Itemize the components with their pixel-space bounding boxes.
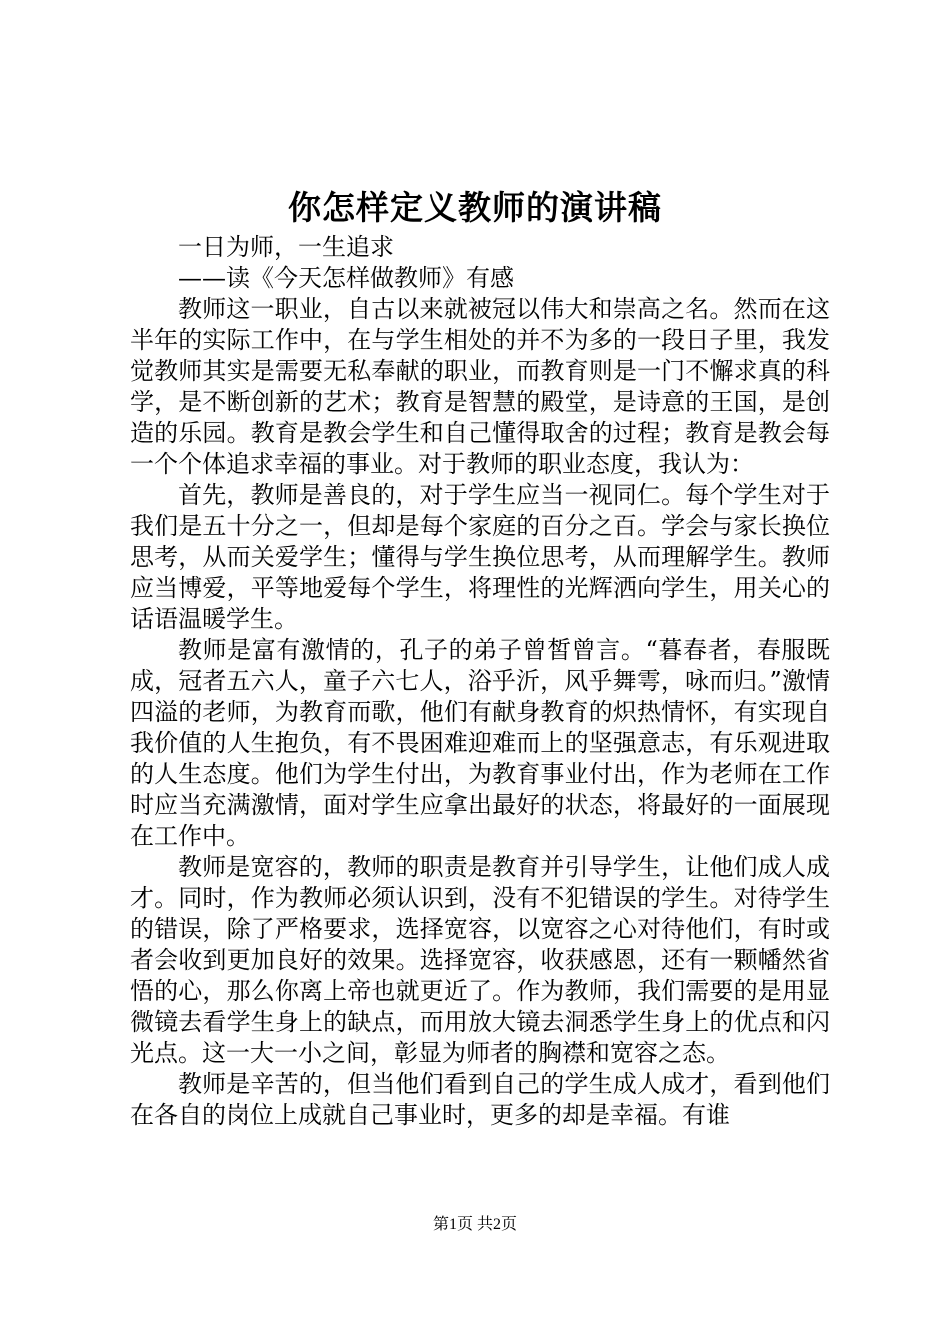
body-paragraph: 教师是辛苦的，但当他们看到自己的学生成人成才，看到他们在各自的岗位上成就自己事业时，更多的却是幸福。有谁 bbox=[130, 1070, 830, 1129]
document-body bbox=[130, 232, 830, 1131]
subtitle-line: 一日为师，一生追求 bbox=[178, 233, 394, 261]
body-paragraph: 教师这一职业，自古以来就被冠以伟大和崇高之名。然而在这半年的实际工作中，在与学生相处的并不为多的一段日子里，我发觉教师其实是需要无私奉献的职业，而教育则是一门不懈求真的科学，是不断创新的艺术；教育是智慧的殿堂，是诗意的王国，是创造的乐园。教育是教会学生和自己懂得取舍的过程；教育是教会每一个个体追求幸福的事业。对于教师的职业态度，我认为： bbox=[130, 295, 830, 478]
body-paragraph: 教师是富有激情的，孔子的弟子曾皙曾言。“暮春者，春服既成，冠者五六人，童子六七人，浴乎沂，风乎舞雩，咏而归。”激情四溢的老师，为教育而歌，他们有献身教育的炽热情怀，有实现自我价值的人生抱负，有不畏困难迎难而上的坚强意志，有乐观进取的人生态度。他们为学生付出，为教育事业付出，作为老师在工作时应当充满激情，面对学生应拿出最好的状态，将最好的一面展现在工作中。 bbox=[130, 636, 830, 850]
body-paragraph: 教师是宽容的，教师的职责是教育并引导学生，让他们成人成才。同时，作为教师必须认识到，没有不犯错误的学生。对待学生的错误，除了严格要求，选择宽容，以宽容之心对待他们，有时或者会收到更加良好的效果。选择宽容，收获感恩，还有一颗幡然省悟的心，那么你离上帝也就更近了。作为教师，我们需要的是用显微镜去看学生身上的缺点，而用放大镜去洞悉学生身上的优点和闪光点。这一大一小之间，彰显为师者的胸襟和宽容之态。 bbox=[130, 853, 830, 1067]
subtitle-source-line: ——读《今天怎样做教师》有感 bbox=[178, 264, 514, 292]
document-title: 你怎样定义教师的演讲稿 bbox=[288, 188, 662, 227]
page-footer: 第1页 共2页 bbox=[432, 1216, 517, 1233]
body-paragraph: 首先，教师是善良的，对于学生应当一视同仁。每个学生对于我们是五十分之一，但却是每个家庭的百分之百。学会与家长换位思考，从而关爱学生；懂得与学生换位思考，从而理解学生。教师应当博爱，平等地爱每个学生，将理性的光辉洒向学生，用关心的话语温暖学生。 bbox=[130, 481, 830, 633]
